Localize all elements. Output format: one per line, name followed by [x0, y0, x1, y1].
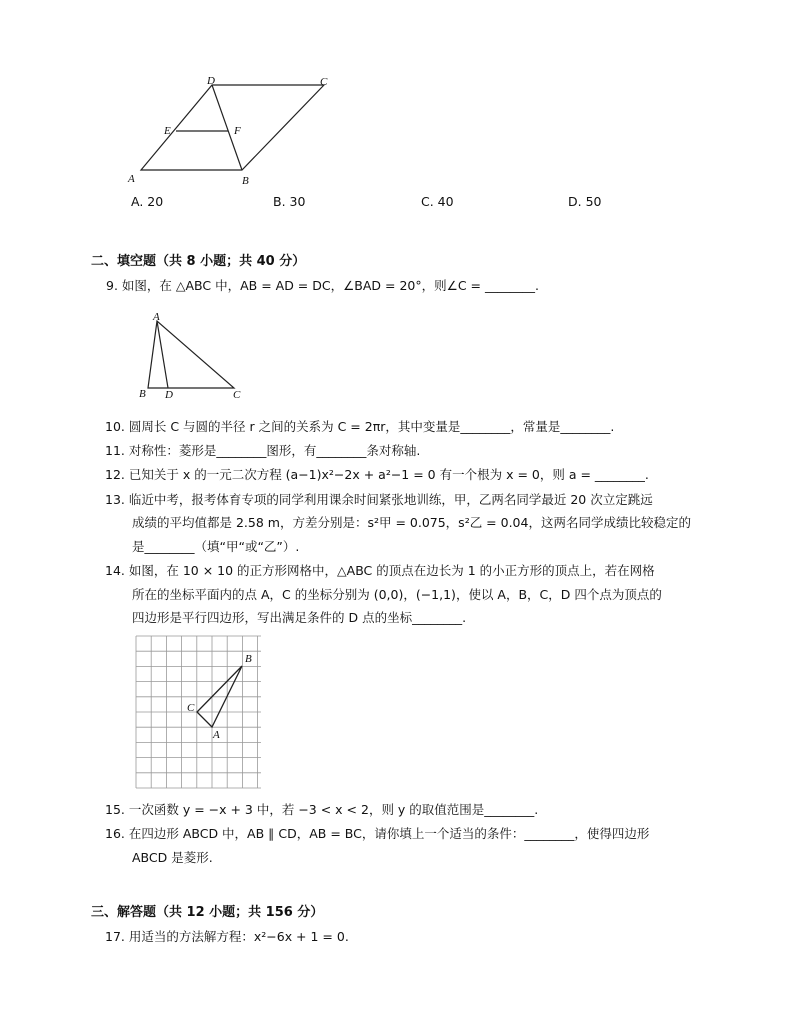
label-F: F [234, 125, 241, 137]
question-14-line-2: 所在的坐标平面内的点 A，C 的坐标分别为 (0,0)，(−1,1)，使以 A，B，C，D 四个点为顶点的 [132, 587, 662, 602]
question-13-line-3: 是________（填“甲“或“乙”）. [132, 539, 300, 554]
label-C: C [320, 76, 328, 88]
label-A: A [213, 729, 220, 741]
question-10: 10. 圆周长 C 与圆的半径 r 之间的关系为 C = 2πr，其中变量是________，常量是________. [105, 419, 615, 434]
question-12: 12. 已知关于 x 的一元二次方程 (a−1)x²−2x + a²−1 = 0 有一个根为 x = 0，则 a = ________. [105, 467, 649, 482]
question-16-line-2: ABCD 是菱形. [132, 850, 213, 865]
label-D: D [207, 75, 215, 87]
label-A: A [153, 311, 160, 323]
option-c[interactable]: C. 40 [421, 194, 454, 209]
question-14-line-3: 四边形是平行四边形，写出满足条件的 D 点的坐标________. [132, 610, 467, 625]
label-C: C [187, 702, 195, 714]
question-16-line-1: 16. 在四边形 ABCD 中，AB ∥ CD，AB = BC，请你填上一个适当的条件：________，使得四边形 [105, 826, 650, 841]
question-11: 11. 对称性：菱形是________图形，有________条对称轴. [105, 443, 421, 458]
label-A: A [128, 173, 135, 185]
label-B: B [139, 388, 146, 400]
label-B: B [245, 653, 252, 665]
question-15: 15. 一次函数 y = −x + 3 中，若 −3 < x < 2，则 y 的取值范围是________. [105, 802, 539, 817]
label-C: C [233, 389, 241, 401]
label-B: B [242, 175, 249, 187]
question-14-line-1: 14. 如图，在 10 × 10 的正方形网格中，△ABC 的顶点在边长为 1 的小正方形的顶点上，若在网格 [105, 563, 655, 578]
question-13-line-1: 13. 临近中考，报考体育专项的同学利用课余时间紧张地训练，甲，乙两名同学最近 20 次立定跳远 [105, 492, 653, 507]
option-a[interactable]: A. 20 [131, 194, 164, 209]
triangle-figure [0, 0, 300, 400]
section-3-heading: 三、解答题（共 12 小题；共 156 分） [91, 905, 324, 920]
question-17: 17. 用适当的方法解方程：x²−6x + 1 = 0. [105, 929, 349, 944]
option-d[interactable]: D. 50 [568, 194, 602, 209]
grid-figure [136, 636, 266, 791]
label-E: E [164, 125, 171, 137]
label-D: D [165, 389, 173, 401]
question-13-line-2: 成绩的平均值都是 2.58 m，方差分别是：s²甲 = 0.075，s²乙 = 0.04，这两名同学成绩比较稳定的 [132, 515, 691, 530]
section-2-heading: 二、填空题（共 8 小题；共 40 分） [91, 254, 306, 269]
option-b[interactable]: B. 30 [273, 194, 306, 209]
question-9: 9. 如图，在 △ABC 中，AB = AD = DC，∠BAD = 20°，则∠C = ________. [106, 278, 539, 293]
